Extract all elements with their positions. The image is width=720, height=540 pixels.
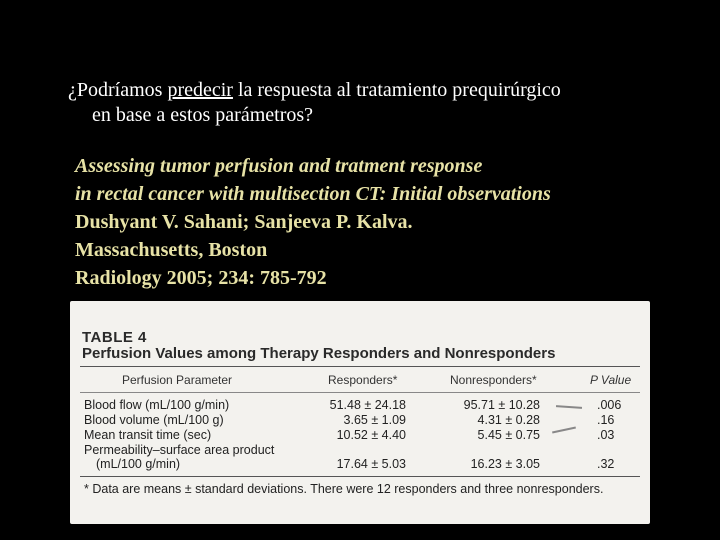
question-text [68,78,708,128]
col-header-nonresponders: Nonresponders* [450,373,537,387]
row1-nonresponders: 95.71 ± 10.28 [463,398,540,412]
pen-mark [556,405,582,409]
question-line2: en base a estos parámetros? [92,104,314,126]
table-footnote: * Data are means ± standard deviations. There were 12 responders and three nonresponders. [84,482,604,496]
col-header-parameter: Perfusion Parameter [122,373,233,387]
row4-param-unit: (mL/100 g/min) [96,457,181,471]
row4-param: Permeability–surface area product [84,443,275,457]
table-bottom-rule [80,476,640,477]
row2-pvalue: .16 [597,413,615,427]
row3-pvalue: .03 [597,428,615,442]
table-label: TABLE 4 [82,329,147,346]
row3-param: Mean transit time (sec) [84,428,212,442]
table-header-rule [80,392,640,393]
citation-journal: Radiology 2005; 234: 785-792 [75,267,327,289]
question-part1: ¿Podríamos [68,79,168,101]
row2-nonresponders: 4.31 ± 0.28 [477,413,540,427]
row4-pvalue: .32 [597,457,615,471]
row1-responders: 51.48 ± 24.18 [329,398,406,412]
citation-authors: Dushyant V. Sahani; Sanjeeva P. Kalva. [75,211,413,233]
row3-nonresponders: 5.45 ± 0.75 [477,428,540,442]
pen-mark [552,427,576,434]
row4-nonresponders: 16.23 ± 3.05 [470,457,540,471]
citation-title-line2: in rectal cancer with multisection CT: Initial observations [75,183,551,205]
row2-param: Blood volume (mL/100 g) [84,413,224,427]
citation-title-line1: Assessing tumor perfusion and tratment response [75,155,483,177]
citation-block [75,152,715,292]
row4-responders: 17.64 ± 5.03 [336,457,406,471]
row3-responders: 10.52 ± 4.40 [336,428,406,442]
col-header-pvalue: P Value [590,373,632,387]
row1-pvalue: .006 [597,398,622,412]
row2-responders: 3.65 ± 1.09 [343,413,406,427]
question-part2: la respuesta al tratamiento prequirúrgico [232,79,561,101]
citation-location: Massachusetts, Boston [75,239,268,261]
table-image [70,301,650,524]
col-header-responders: Responders* [328,373,398,387]
row1-param: Blood flow (mL/100 g/min) [84,398,230,412]
table-title: Perfusion Values among Therapy Responders and Nonresponders [82,345,556,362]
table-top-rule [80,366,640,367]
question-underlined-word: predecir [167,79,233,101]
